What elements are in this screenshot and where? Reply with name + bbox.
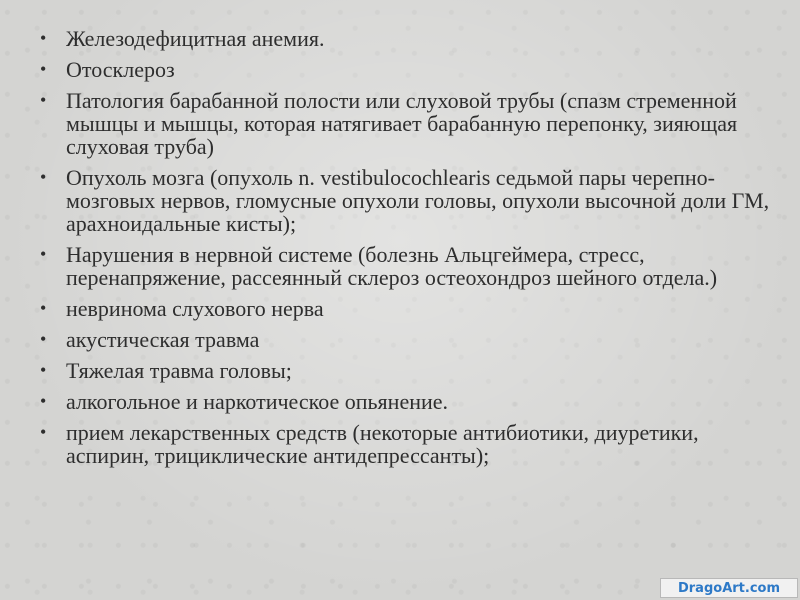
list-item-text: Отосклероз (66, 57, 175, 82)
list-item (38, 390, 778, 413)
bullet-icon: • (40, 391, 47, 411)
bullet-icon: • (40, 422, 47, 442)
list-item-text: Тяжелая травма головы; (66, 358, 292, 383)
list-item (38, 359, 778, 382)
list-item-text: алкогольное и наркотическое опьянение. (66, 389, 449, 414)
bullet-icon: • (40, 59, 47, 79)
list-item (38, 89, 778, 158)
bullet-list (38, 27, 778, 475)
list-item (38, 27, 778, 50)
list-item (38, 58, 778, 81)
list-item-text: невринома слухового нерва (66, 296, 324, 321)
bullet-icon: • (40, 329, 47, 349)
list-item-text: прием лекарственных средств (некоторые антибиотики, диуретики, аспирин, трициклические антидепрессанты); (66, 420, 699, 468)
list-item (38, 328, 778, 351)
list-item-text: Железодефицитная анемия. (66, 26, 325, 51)
bullet-icon: • (40, 244, 47, 264)
list-item (38, 297, 778, 320)
list-item (38, 421, 778, 467)
list-item-text: Нарушения в нервной системе (болезнь Альцгеймера, стресс, перенапряжение, рассеянный склероз остеохондроз шейного отдела.) (66, 242, 718, 290)
bullet-icon: • (40, 298, 47, 318)
list-item-text: Патология барабанной полости или слуховой трубы (спазм стременной мышцы и мышцы, которая натягивает барабанную перепонку, зияющая слуховая труба) (66, 88, 738, 159)
bullet-icon: • (40, 90, 47, 110)
list-item-text: акустическая травма (66, 327, 260, 352)
list-item-text: Опухоль мозга (опухоль n. vestibulocochlearis седьмой пары черепно-мозговых нервов, гломусные опухоли головы, опухоли высочной доли ГМ, арахноидальные кисты); (66, 165, 770, 236)
bullet-icon: • (40, 360, 47, 380)
bullet-icon: • (40, 28, 47, 48)
list-item (38, 243, 778, 289)
watermark-logo[interactable]: DragoArt.com (660, 578, 798, 598)
bullet-icon: • (40, 167, 47, 187)
list-item (38, 166, 778, 235)
